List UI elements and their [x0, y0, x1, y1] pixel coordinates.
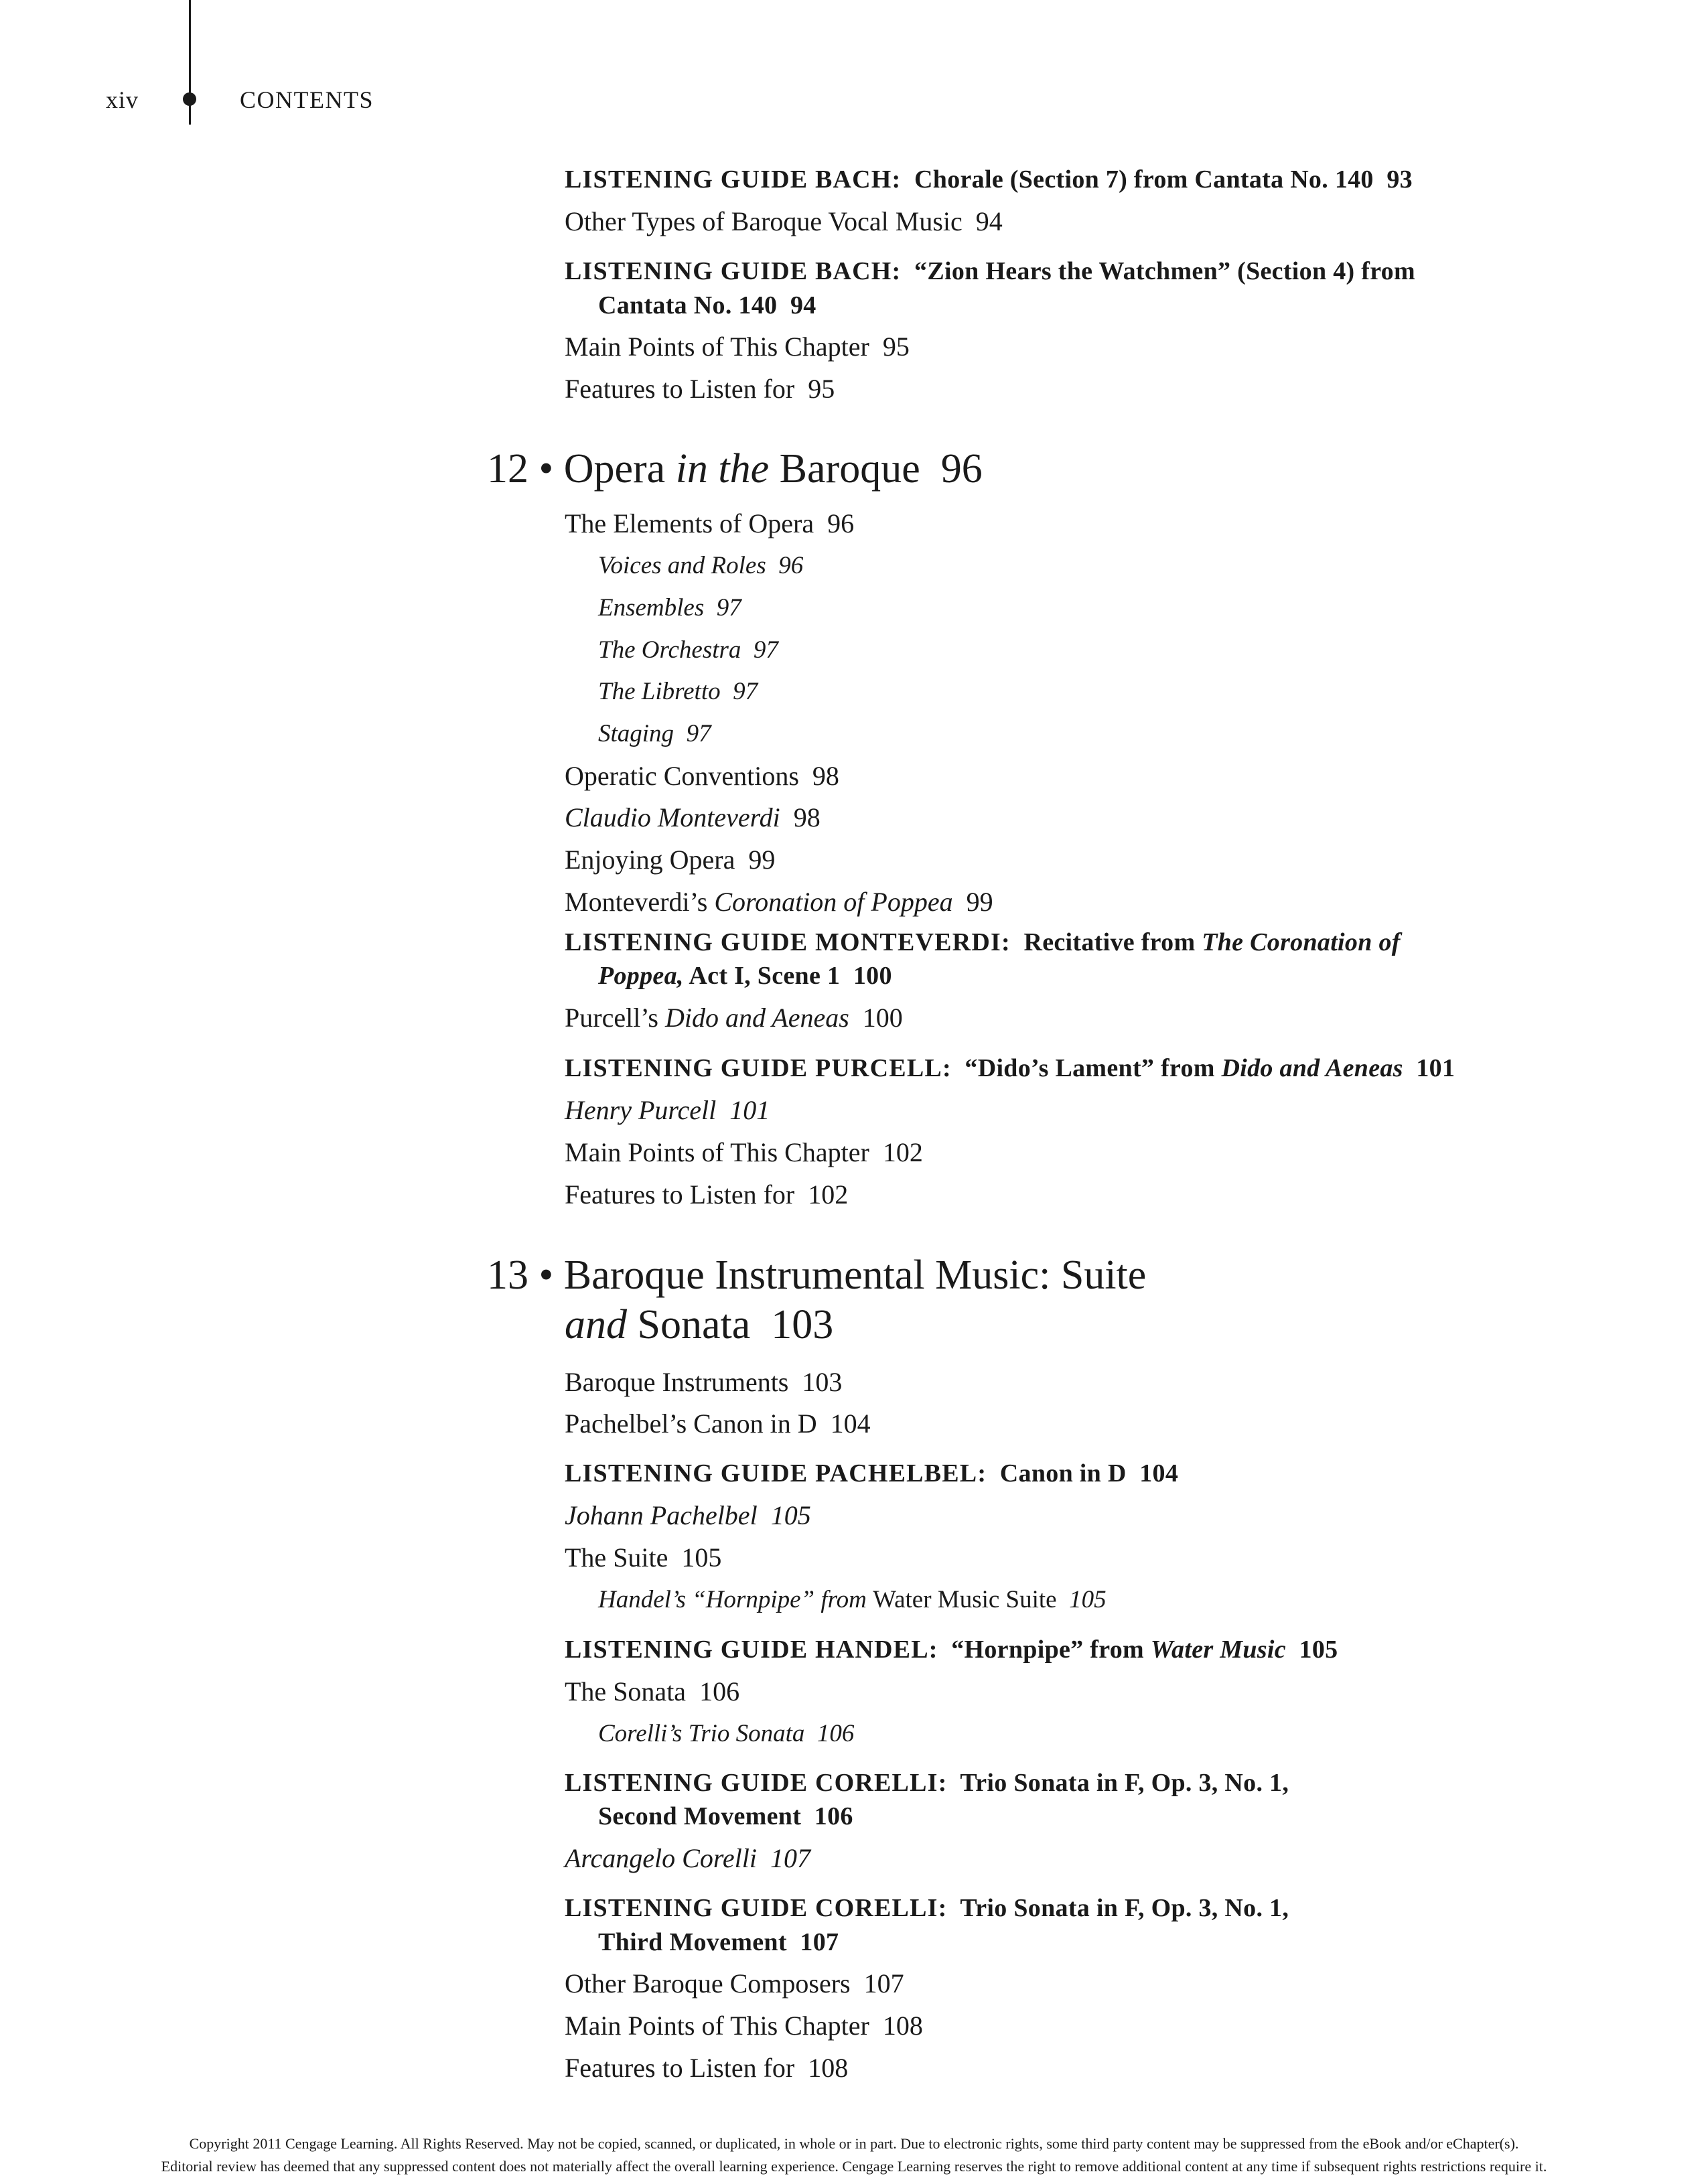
toc-entry: Arcangelo Corelli 107	[565, 1843, 810, 1873]
toc-listening-guide-continuation: Second Movement 106	[598, 1802, 853, 1830]
toc-listening-guide: LISTENING GUIDE PURCELL: “Dido’s Lament” from Dido and Aeneas 101	[565, 1054, 1455, 1082]
toc-listening-guide: LISTENING GUIDE CORELLI: Trio Sonata in F, Op. 3, No. 1,	[565, 1769, 1289, 1797]
toc-entry: Claudio Monteverdi 98	[565, 802, 821, 832]
toc-entry: Purcell’s Dido and Aeneas 100	[565, 1003, 903, 1033]
toc-listening-guide: LISTENING GUIDE MONTEVERDI: Recitative from The Coronation of	[565, 928, 1401, 956]
toc-entry: Other Baroque Composers 107	[565, 1968, 904, 1999]
toc-entry: Features to Listen for 95	[565, 374, 835, 404]
toc-entry: The Sonata 106	[565, 1676, 740, 1706]
toc-subentry: Handel’s “Hornpipe” from Water Music Suite 105	[598, 1586, 1107, 1613]
chapter-heading: 13 • Baroque Instrumental Music: Suite	[487, 1252, 1147, 1298]
toc-subentry: The Libretto 97	[598, 678, 758, 705]
toc-subentry: Corelli’s Trio Sonata 106	[598, 1720, 855, 1747]
toc-entry: Other Types of Baroque Vocal Music 94	[565, 206, 1003, 236]
toc-entry: Features to Listen for 102	[565, 1179, 849, 1210]
toc-subentry: The Orchestra 97	[598, 636, 778, 664]
chapter-heading: 12 • Opera in the Baroque 96	[487, 446, 983, 492]
toc-listening-guide-continuation: Poppea, Act I, Scene 1 100	[598, 962, 892, 990]
copyright-notice-line-2: Editorial review has deemed that any suppressed content does not materially affect the overall learning experience. Cengage Learning reserves the right to remove additional content at any time if subsequent rights restrictions require it.	[161, 2158, 1547, 2175]
toc-entry: Henry Purcell 101	[565, 1095, 770, 1125]
toc-entry: Pachelbel’s Canon in D 104	[565, 1408, 871, 1439]
toc-listening-guide: LISTENING GUIDE BACH: “Zion Hears the Watchmen” (Section 4) from	[565, 257, 1415, 285]
toc-subentry: Ensembles 97	[598, 594, 741, 622]
toc-entry: Features to Listen for 108	[565, 2053, 849, 2083]
toc-listening-guide: LISTENING GUIDE HANDEL: “Hornpipe” from Water Music 105	[565, 1636, 1338, 1664]
toc-entry: Main Points of This Chapter 95	[565, 332, 910, 362]
running-head: CONTENTS	[240, 86, 374, 113]
toc-listening-guide: LISTENING GUIDE BACH: Chorale (Section 7) from Cantata No. 140 93	[565, 165, 1413, 194]
toc-listening-guide: LISTENING GUIDE CORELLI: Trio Sonata in F, Op. 3, No. 1,	[565, 1894, 1289, 1922]
toc-entry: Johann Pachelbel 105	[565, 1500, 811, 1530]
toc-listening-guide-continuation: Cantata No. 140 94	[598, 291, 816, 319]
toc-subentry: Voices and Roles 96	[598, 552, 804, 579]
page-folio: xiv	[106, 86, 139, 113]
toc-listening-guide-continuation: Third Movement 107	[598, 1928, 839, 1956]
toc-entry: Main Points of This Chapter 108	[565, 2011, 923, 2041]
toc-listening-guide: LISTENING GUIDE PACHELBEL: Canon in D 104	[565, 1459, 1179, 1487]
toc-entry: Main Points of This Chapter 102	[565, 1137, 923, 1167]
chapter-heading-continuation: and Sonata 103	[565, 1302, 834, 1348]
toc-subentry: Staging 97	[598, 720, 711, 747]
toc-entry: Monteverdi’s Coronation of Poppea 99	[565, 887, 993, 917]
toc-entry: Baroque Instruments 103	[565, 1367, 843, 1397]
toc-entry: The Suite 105	[565, 1542, 722, 1573]
toc-entry: Enjoying Opera 99	[565, 845, 776, 875]
copyright-notice-line-1: Copyright 2011 Cengage Learning. All Rights Reserved. May not be copied, scanned, or duplicated, in whole or in part. Due to electronic rights, some third party content may be suppressed from the eBook and/or eChapter(s).	[189, 2135, 1519, 2152]
toc-entry: Operatic Conventions 98	[565, 761, 839, 791]
toc-entry: The Elements of Opera 96	[565, 508, 855, 538]
